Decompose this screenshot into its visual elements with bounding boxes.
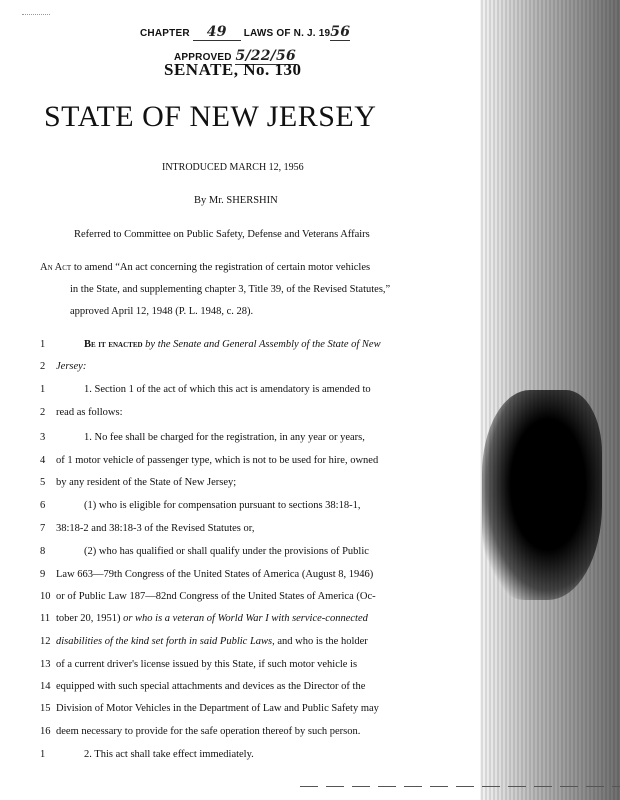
- line-number: 1: [40, 384, 46, 395]
- act-intro-line-2: in the State, and supplementing chapter 3, Title 39, of the Revised Statutes,”: [70, 284, 391, 295]
- line-number: 15: [40, 703, 51, 714]
- approved-label: APPROVED: [174, 52, 232, 63]
- line-number: 3: [40, 432, 46, 443]
- line-number: 1: [40, 339, 46, 350]
- line-number: 14: [40, 681, 51, 692]
- line-number: 1: [40, 749, 46, 760]
- laws-year: 56: [330, 24, 351, 40]
- scan-mark: [22, 14, 50, 23]
- act-prefix: An Act: [40, 262, 72, 273]
- act-intro-line-3: approved April 12, 1948 (P. L. 1948, c. 28).: [70, 306, 254, 317]
- act-intro-line-1: An Act to amend “An act concerning the registration of certain motor vehicles: [40, 262, 371, 273]
- line-number: 8: [40, 546, 46, 557]
- line-number: 6: [40, 500, 46, 511]
- line-number: 7: [40, 523, 46, 534]
- bill-number: SENATE, No. 130: [164, 60, 302, 79]
- state-title-text: STATE OF NEW JERSEY: [44, 100, 377, 133]
- introduced-date: INTRODUCED MARCH 12, 1956: [162, 162, 304, 173]
- line-number: 2: [40, 361, 46, 372]
- line-number: 12: [40, 636, 51, 647]
- chapter-label: CHAPTER: [140, 28, 190, 39]
- line-number: 10: [40, 591, 51, 602]
- approved-date: 5/22/56: [235, 48, 296, 64]
- line-number: 9: [40, 569, 46, 580]
- line-number: 13: [40, 659, 51, 670]
- laws-label: LAWS OF N. J. 19: [243, 28, 331, 39]
- chapter-stamp: [140, 24, 350, 41]
- sponsor: By Mr. SHERSHIN: [194, 195, 278, 206]
- line-number: 2: [40, 407, 46, 418]
- scan-edge-dashes: [300, 786, 620, 787]
- enacting-lead: Be it enacted: [84, 339, 143, 350]
- line-number: 5: [40, 477, 46, 488]
- state-title: [44, 100, 376, 134]
- line-number: 11: [40, 613, 51, 624]
- chapter-number: 49: [206, 24, 227, 40]
- line-number: 16: [40, 726, 51, 737]
- ink-blot: [482, 390, 602, 600]
- line-number: 4: [40, 455, 46, 466]
- committee-referral: Referred to Committee on Public Safety, Defense and Veterans Affairs: [74, 229, 370, 240]
